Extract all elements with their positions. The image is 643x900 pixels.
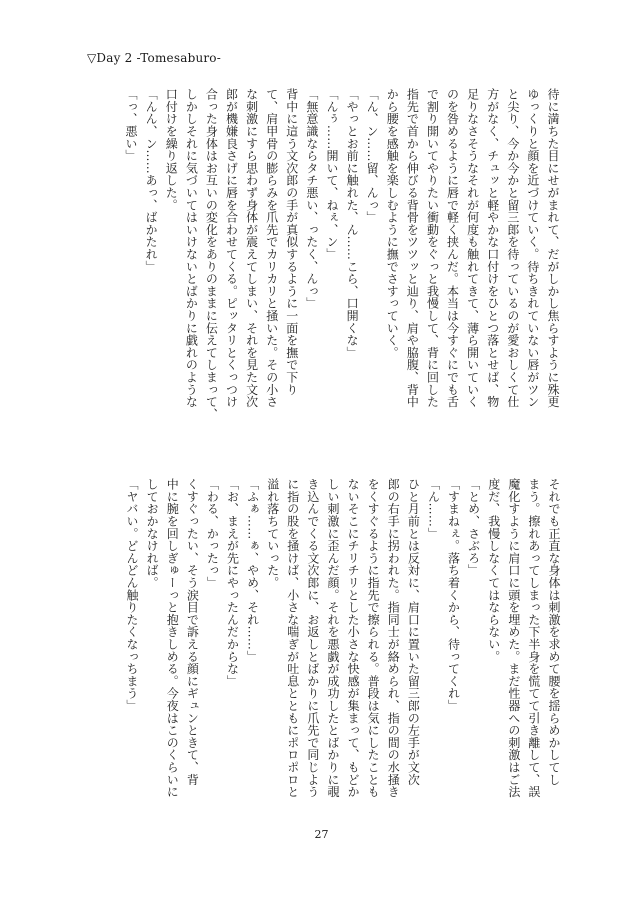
text-line: と尖り、今か今かと留三郎を待っているのが愛おしくて仕: [505, 88, 520, 408]
dialogue-line: 「んん、ン……あっ、ばかたれ」: [144, 88, 159, 273]
text-line: で割り開いてやりたい衝動をぐっと我慢して、背に回した: [425, 88, 440, 408]
lower-text-block: [122, 478, 564, 798]
dialogue-line: 「お、まえが先にやったんだからな」: [225, 478, 240, 688]
dialogue-line: 「んぅ……開いて、ねぇ、ン」: [324, 88, 339, 261]
text-line: ないそこにチリチリとした小さな快感が集まって、もどか: [346, 478, 361, 798]
text-line: な刺激にすら思わず身体が震えてしまい、それを見た文次: [244, 88, 259, 408]
text-line: しい刺激に歪んだ顔。それを悪戯が成功したとばかりに覗: [325, 478, 340, 798]
running-header: ▽Day 2 -Tomesaburo-: [87, 51, 221, 65]
dialogue-line: 「わる、かったっ」: [205, 478, 220, 589]
text-line: 溢れ落ちていった。: [265, 478, 280, 589]
text-line: 口付けを繰り返した。: [164, 88, 179, 211]
text-line: ゆっくりと顔を近づけていく。待ちきれていない唇がツン: [525, 88, 540, 408]
dialogue-line: 「無意識ならタチ悪い、ったく、んっ」: [304, 88, 319, 310]
text-line: まう。擦れあってしまった下半身を慌てて引き離して、誤: [526, 478, 541, 798]
text-line: しておかなければ。: [145, 478, 160, 589]
text-line: それでも正直な身体は刺激を求めて腰を揺らめかしてし: [547, 478, 561, 786]
text-line: ひと月前とは反対に、肩口に置いた留三郎の左手が文次: [406, 478, 421, 786]
dialogue-line: 「ん……」: [426, 478, 441, 540]
text-line: のを咎めるように唇で軽く挟んだ。本当は今すぐにでも舌: [445, 88, 460, 408]
text-line: 足りなさそうなそれが何度も触れてきて、薄ら開いていく: [465, 88, 480, 408]
dialogue-line: 「やっとお前に触れた、ん……こら、口開くな」: [345, 88, 360, 359]
text-line: 待に満ちた目にせがまれて、だがしかし焦らすように殊更: [546, 88, 560, 408]
text-line: から腰を感触を楽しむように撫でさすっていく。: [385, 88, 400, 359]
text-line: に指の股を掻けば、小さな喘ぎが吐息とともにポロポロと: [285, 478, 300, 798]
text-line: 度だ、我慢しなくてはならない。: [486, 478, 501, 663]
text-line: 郎の右手に拐われた。指同士が絡められ、指の間の水掻き: [386, 478, 401, 798]
text-line: くすぐったい、そう涙目で訴える顔にギュンときて、背: [185, 478, 200, 786]
text-line: き込んでくる文次郎に、お返しとばかりに爪先で同じよう: [305, 478, 320, 798]
text-line: 魔化すように肩口に頭を埋めた。まだ性器への刺激はご法: [506, 478, 521, 798]
dialogue-line: 「ヤバい。どんどん触りたくなっちまう」: [125, 478, 140, 712]
text-line: て、肩甲骨の膨らみを爪先でカリカリと掻いた。その小さ: [264, 88, 279, 408]
text-line: しかしそれに気づいてはいけないとばかりに戯れのような: [184, 88, 199, 408]
dialogue-line: 「とめ、さぶろ」: [466, 478, 481, 577]
text-line: 背中に這う文次郎の手が真似するように一面を撫で下り: [284, 88, 299, 396]
text-line: 郎が機嫌良さげに唇を合わせてくる。ピッタリとくっつけ: [224, 88, 239, 408]
text-line: 中に腕を回しぎゅーっと抱きしめる。今夜はこのくらいに: [165, 478, 180, 798]
dialogue-line: 「ん、ン……留、んっ」: [365, 88, 380, 224]
text-line: 方がなく、チュッと軽やかな口付けをひとつ落とせば、物: [485, 88, 500, 408]
dialogue-line: 「っ、悪い」: [124, 88, 139, 162]
page-number: 27: [314, 828, 329, 841]
dialogue-line: 「すまねぇ。落ち着くから、待ってくれ」: [446, 478, 461, 712]
upper-text-block: [121, 88, 563, 421]
text-line: 合った身体はお互いの変化をありのままに伝えてしまって、: [204, 88, 219, 421]
dialogue-line: 「ふぁ……ぁ、やめ、それ……」: [245, 478, 260, 663]
text-line: 指先で首から伸びる背骨をツツッと辿り、肩や脇腹、背中: [405, 88, 420, 408]
text-line: をくすぐるように指先で擦られる。普段は気にしたことも: [366, 478, 381, 798]
